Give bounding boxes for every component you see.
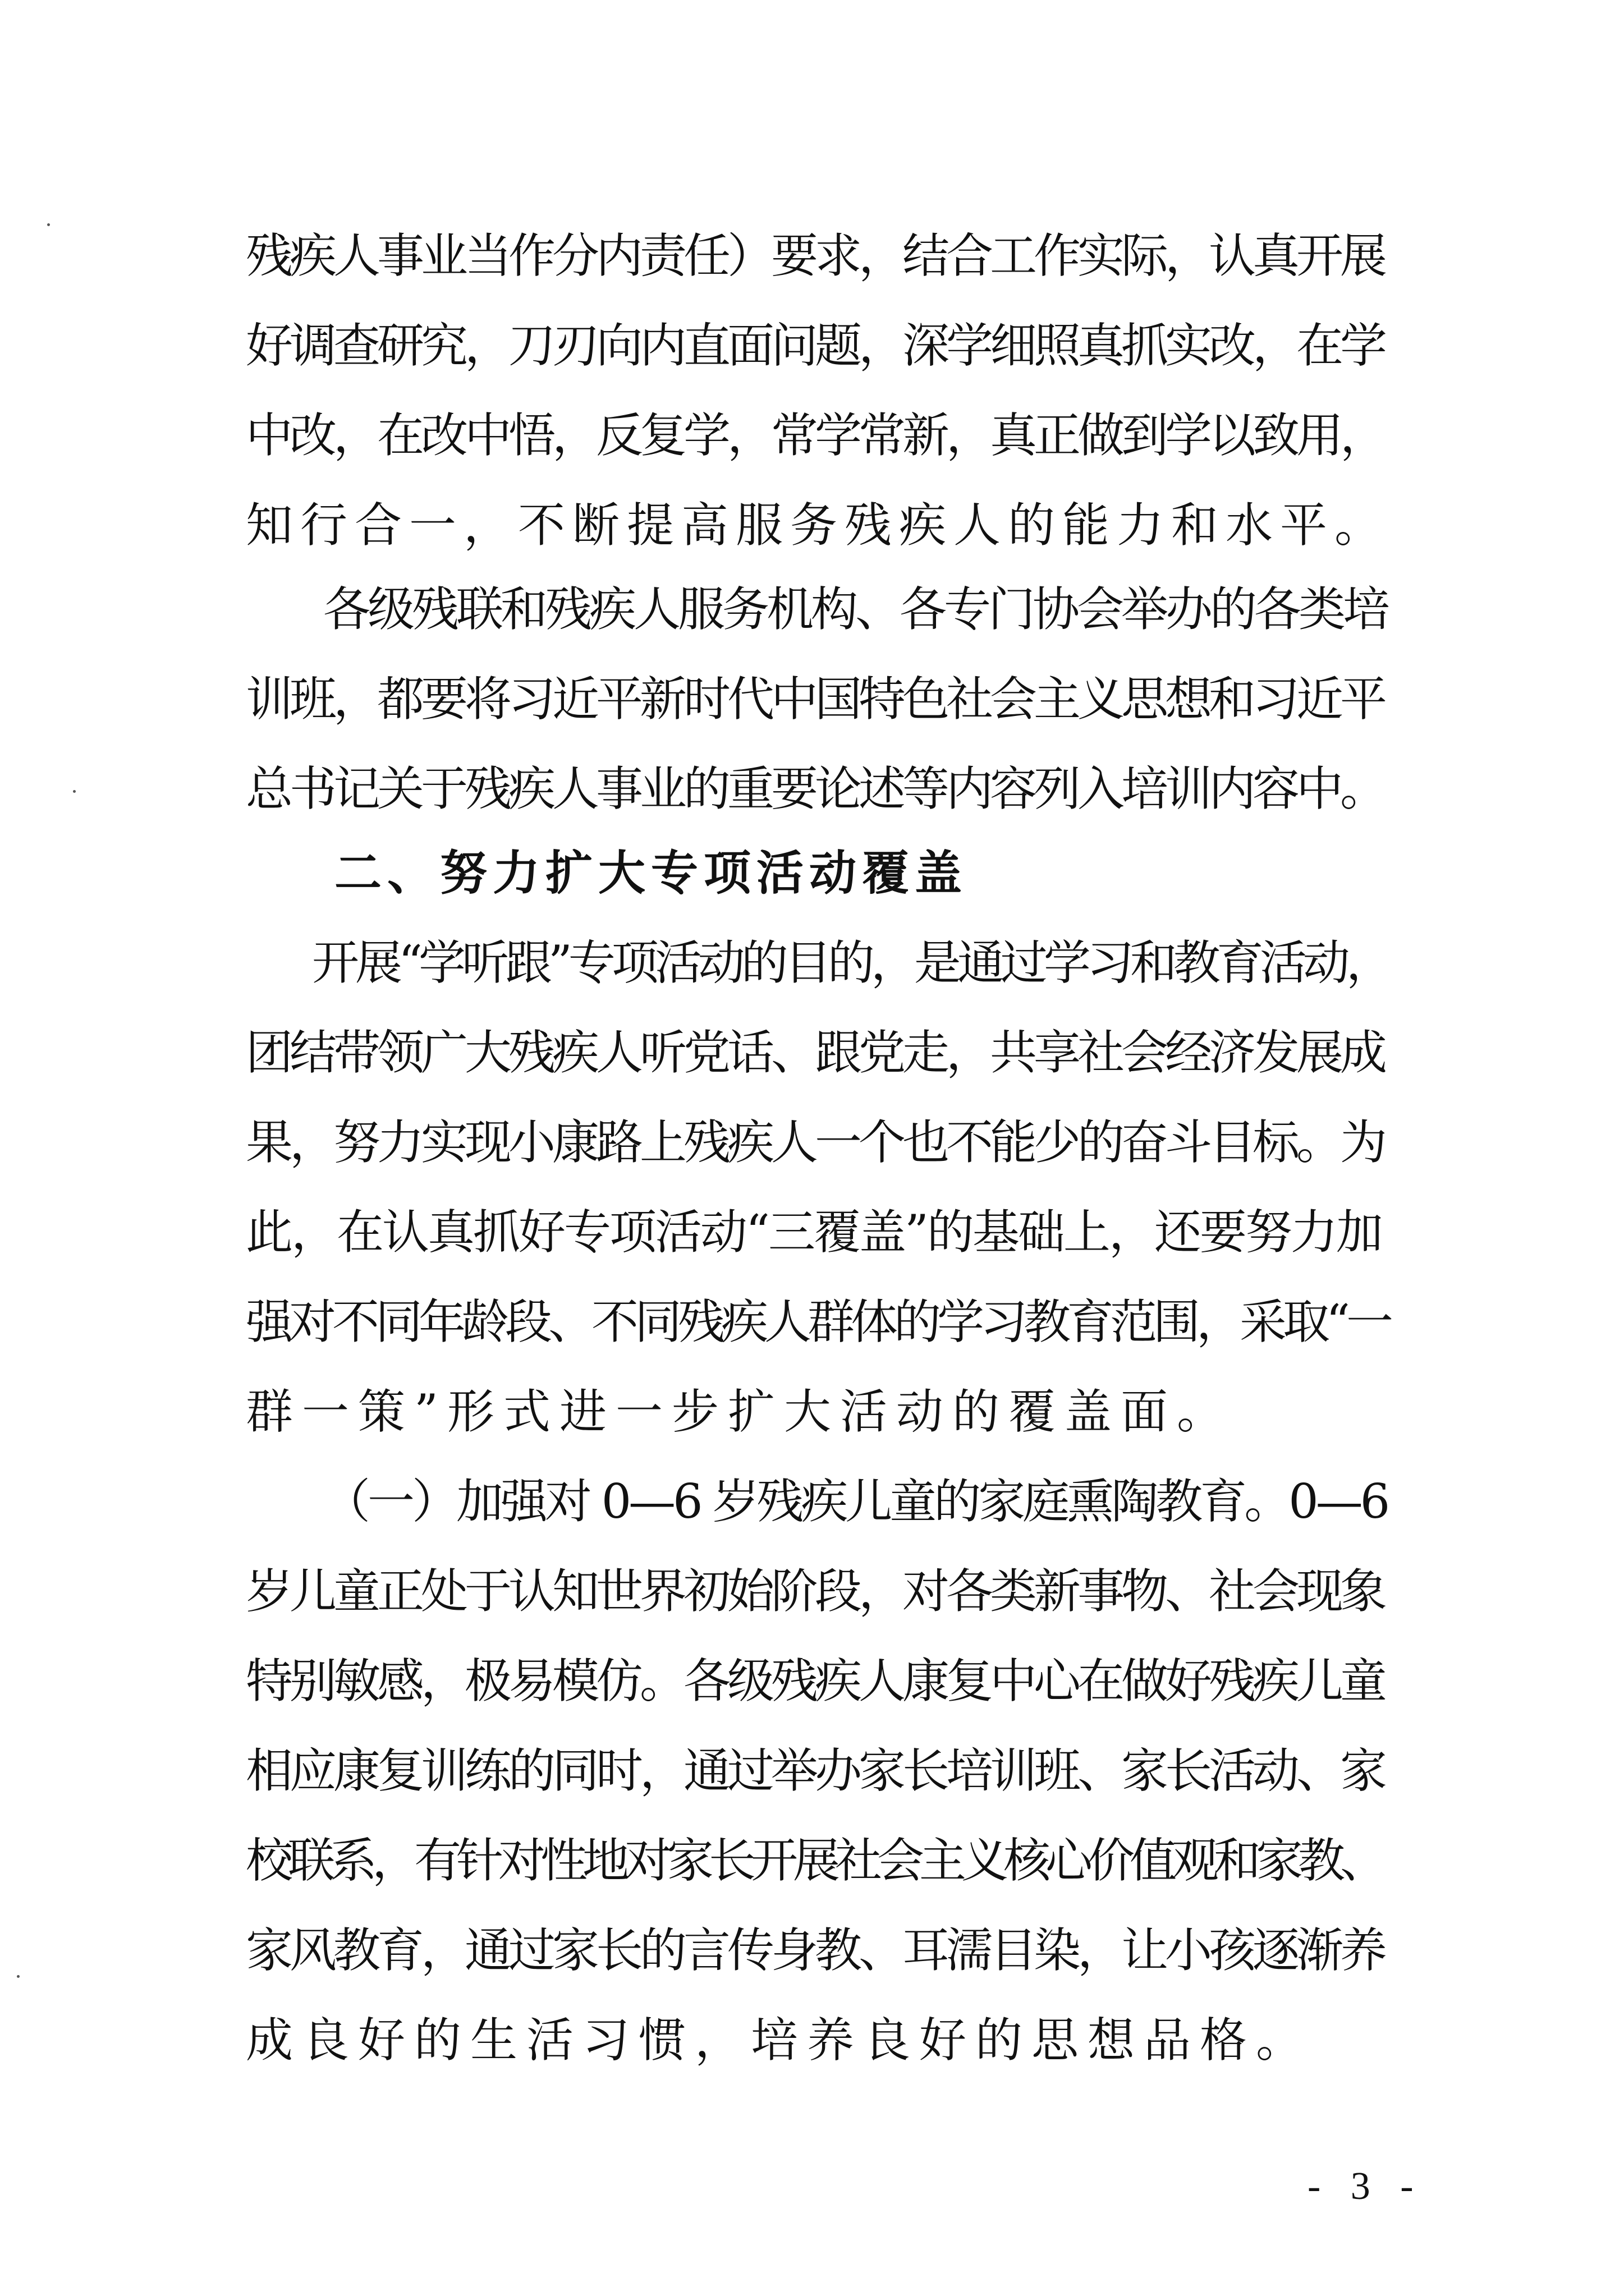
text-line: 家风教育，通过家长的言传身教、耳濡目染，让小孩逐渐养 — [246, 1923, 1384, 1978]
text-line: 群一策”形式进一步扩大活动的覆盖面。 — [246, 1384, 1233, 1439]
text-line: 强对不同年龄段、不同残疾人群体的学习教育范围，采取“一 — [246, 1294, 1389, 1349]
text-line: 团结带领广大残疾人听党话、跟党走，共享社会经济发展成 — [246, 1025, 1384, 1080]
text-line: 知行合一，不断提高服务残疾人的能力和水平。 — [246, 498, 1389, 553]
page-number: - 3 - — [1308, 2165, 1424, 2208]
text-line: 残疾人事业当作分内责任）要求，结合工作实际，认真开展 — [246, 228, 1384, 283]
text-line: 中改，在改中悟，反复学，常学常新，真正做到学以致用， — [246, 408, 1384, 463]
text-line: 特别敏感，极易模仿。各级残疾人康复中心在做好残疾儿童 — [246, 1654, 1384, 1709]
text-line: 果，努力实现小康路上残疾人一个也不能少的奋斗目标。为 — [246, 1115, 1384, 1170]
text-line: 校联系，有针对性地对家长开展社会主义核心价值观和家教、 — [246, 1833, 1383, 1888]
subsection-lead-line: （一）加强对 0—6 岁残疾儿童的家庭熏陶教育。0—6 — [323, 1474, 1388, 1529]
scan-speck — [47, 223, 50, 226]
text-line: 岁儿童正处于认知世界初始阶段，对各类新事物、社会现象 — [246, 1564, 1384, 1619]
text-line: 好调查研究，刀刃向内直面问题，深学细照真抓实改，在学 — [246, 318, 1384, 373]
text-line: 总书记关于残疾人事业的重要论述等内容列入培训内容中。 — [246, 761, 1384, 816]
text-line: 各级残联和残疾人服务机构、各专门协会举办的各类培 — [323, 582, 1388, 637]
scan-speck — [73, 790, 76, 793]
scan-speck — [17, 1975, 20, 1978]
text-line: 开展“学听跟”专项活动的目的，是通过学习和教育活动， — [312, 935, 1389, 990]
text-line: 此，在认真抓好专项活动“三覆盖”的基础上，还要努力加 — [246, 1205, 1382, 1260]
section-heading: 二、努力扩大专项活动覆盖 — [334, 846, 968, 901]
text-line: 训班，都要将习近平新时代中国特色社会主义思想和习近平 — [246, 672, 1384, 727]
text-line: 成良好的生活习惯，培养良好的思想品格。 — [246, 2013, 1313, 2068]
text-line: 相应康复训练的同时，通过举办家长培训班、家长活动、家 — [246, 1743, 1384, 1798]
